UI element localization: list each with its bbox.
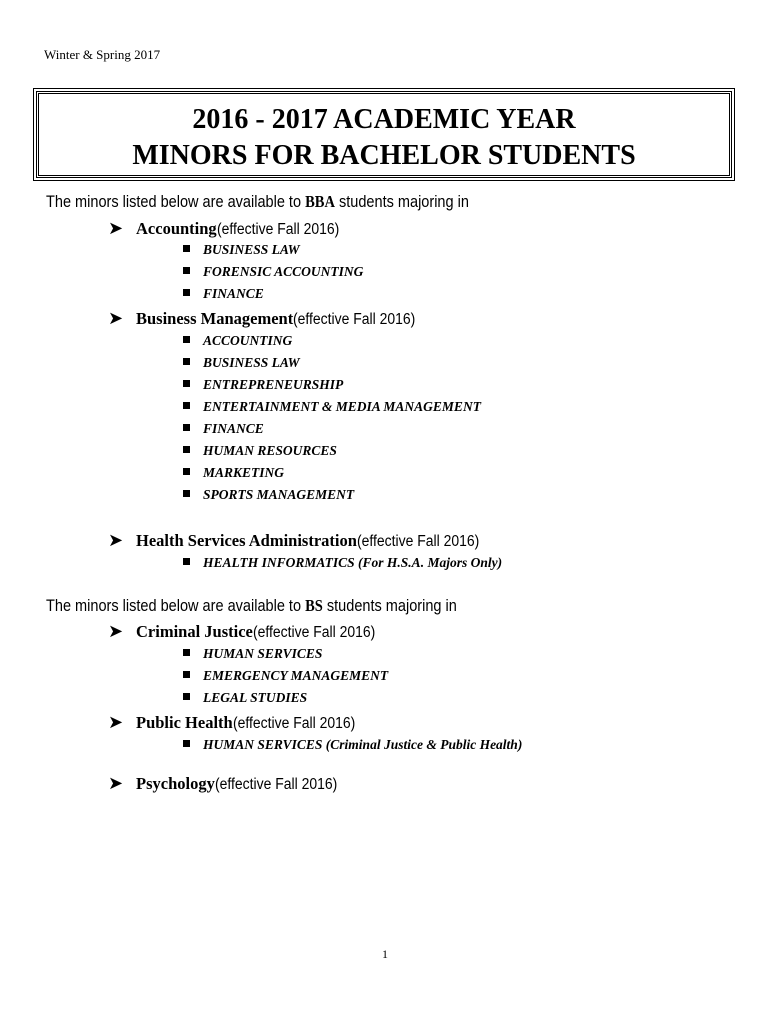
minor-label: LEGAL STUDIES (203, 690, 308, 705)
major-name: Public Health (136, 713, 233, 732)
square-bullet-icon (183, 358, 190, 365)
arrow-bullet-icon: ➤ (108, 530, 124, 550)
minor-label: FORENSIC ACCOUNTING (203, 264, 364, 279)
minor-label: ENTREPRENEURSHIP (203, 377, 344, 392)
minor-item (183, 399, 481, 415)
square-bullet-icon (183, 289, 190, 296)
minor-label: ENTERTAINMENT & MEDIA MANAGEMENT (203, 399, 481, 414)
square-bullet-icon (183, 693, 190, 700)
bs-intro-after: students majoring in (322, 597, 457, 615)
square-bullet-icon (183, 267, 190, 274)
minor-item (183, 242, 300, 258)
arrow-bullet-icon: ➤ (108, 712, 124, 732)
major-effective: (effective Fall 2016) (356, 533, 480, 550)
major-public-health (108, 712, 369, 733)
minor-item (183, 646, 322, 662)
minor-item (183, 465, 284, 481)
bba-degree: BBA (305, 192, 335, 211)
minor-label: BUSINESS LAW (203, 355, 300, 370)
square-bullet-icon (183, 558, 190, 565)
major-effective: (effective Fall 2016) (293, 311, 416, 328)
bs-intro-before: The minors listed below are available to (46, 597, 306, 615)
title-line-2: MINORS FOR BACHELOR STUDENTS (132, 140, 636, 171)
minor-label: EMERGENCY MANAGEMENT (203, 668, 389, 683)
major-psychology (108, 773, 351, 794)
minor-label: HEALTH INFORMATICS (For H.S.A. Majors Only) (203, 555, 503, 570)
minor-label: HUMAN SERVICES (203, 646, 323, 661)
arrow-bullet-icon: ➤ (108, 773, 124, 793)
major-business-management (108, 308, 429, 329)
minor-item (183, 668, 388, 684)
minor-item (183, 355, 300, 371)
square-bullet-icon (183, 468, 190, 475)
square-bullet-icon (183, 649, 190, 656)
major-name: Criminal Justice (136, 622, 253, 641)
square-bullet-icon (183, 740, 190, 747)
major-effective: (effective Fall 2016) (214, 776, 338, 793)
square-bullet-icon (183, 380, 190, 387)
arrow-bullet-icon: ➤ (108, 621, 124, 641)
minor-item (183, 286, 264, 302)
square-bullet-icon (183, 490, 190, 497)
bba-intro-after: students majoring in (334, 193, 469, 211)
minor-item (183, 555, 502, 571)
minor-label: ACCOUNTING (203, 333, 293, 348)
square-bullet-icon (183, 446, 190, 453)
minor-item (183, 737, 522, 753)
major-name: Health Services Administration (136, 531, 357, 550)
minor-item (183, 264, 363, 280)
minor-label: FINANCE (203, 286, 264, 301)
arrow-bullet-icon: ➤ (108, 308, 124, 328)
major-accounting (108, 218, 353, 239)
bs-intro (46, 596, 457, 616)
square-bullet-icon (183, 424, 190, 431)
minor-item (183, 443, 337, 459)
title-line-1: 2016 - 2017 ACADEMIC YEAR (192, 104, 576, 135)
major-name: Psychology (136, 774, 215, 793)
major-effective: (effective Fall 2016) (216, 221, 339, 238)
title-box (36, 91, 732, 178)
bs-degree: BS (305, 596, 323, 615)
minor-label: BUSINESS LAW (203, 242, 300, 257)
major-name: Accounting (136, 219, 217, 238)
page-number: 1 (382, 947, 388, 961)
minor-item (183, 487, 354, 503)
minor-item (183, 377, 343, 393)
square-bullet-icon (183, 402, 190, 409)
minor-label: MARKETING (203, 465, 285, 480)
major-effective: (effective Fall 2016) (252, 624, 376, 641)
minor-label: SPORTS MANAGEMENT (203, 487, 355, 502)
square-bullet-icon (183, 245, 190, 252)
bba-intro-before: The minors listed below are available to (46, 193, 306, 211)
major-effective: (effective Fall 2016) (232, 715, 355, 732)
minor-item (183, 690, 307, 706)
minor-label: HUMAN SERVICES (Criminal Justice & Public Health) (203, 737, 523, 752)
minor-label: HUMAN RESOURCES (203, 443, 337, 458)
square-bullet-icon (183, 671, 190, 678)
minor-item (183, 421, 264, 437)
major-name: Business Management (136, 309, 294, 328)
major-health-services-administration (108, 530, 493, 551)
header-note: Winter & Spring 2017 (44, 47, 161, 62)
arrow-bullet-icon: ➤ (108, 218, 124, 238)
square-bullet-icon (183, 336, 190, 343)
minor-item (183, 333, 292, 349)
minor-label: FINANCE (203, 421, 264, 436)
bba-intro (46, 192, 469, 212)
major-criminal-justice (108, 621, 389, 642)
